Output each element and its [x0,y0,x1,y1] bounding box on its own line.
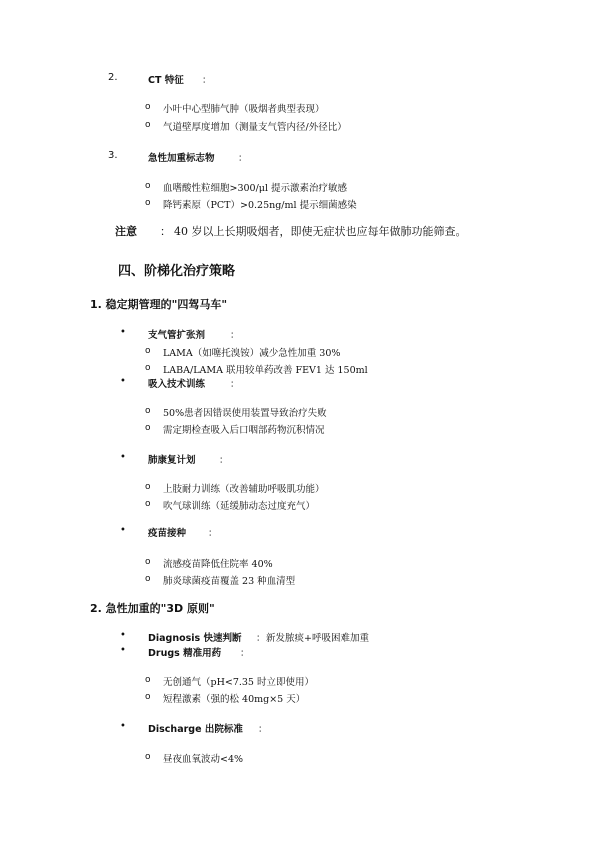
bullet-hollow-icon: o [145,499,151,509]
sub-heading: 1. 稳定期管理的"四驾马车" [90,298,228,311]
bullet-hollow-icon: o [145,181,151,191]
title-colon: ： [240,648,250,659]
bullet-hollow-icon: o [145,692,151,702]
sub-heading: 2. 急性加重的"3D 原则" [90,602,215,615]
list-number: 2. [108,72,118,83]
title-colon: ： [208,528,218,539]
bullet-hollow-icon: o [145,102,151,112]
group-title: Discharge 出院标准 [148,724,243,735]
bullet-hollow-icon: o [145,675,151,685]
bullet-hollow-icon: o [145,346,151,356]
bullet-solid-icon: • [120,525,126,536]
title-colon: ： [256,633,266,644]
list-item: 50%患者因错误使用装置导致治疗失败 [163,408,327,419]
group-title: 吸入技术训练 [148,379,206,390]
bullet-hollow-icon: o [145,120,151,130]
bullet-hollow-icon: o [145,482,151,492]
group-title: 肺康复计划 [148,455,196,466]
bullet-hollow-icon: o [145,406,151,416]
list-item: 吹气球训练（延缓肺动态过度充气） [163,501,316,512]
list-item: 气道壁厚度增加（测量支气管内径/外径比） [163,122,347,133]
note-label: 注意 [115,225,137,238]
title-colon: ： [202,75,212,86]
bullet-hollow-icon: o [145,423,151,433]
list-item: LABA/LAMA 联用较单药改善 FEV1 达 150ml [163,365,368,376]
list-item: 上肢耐力训练（改善辅助呼吸肌功能） [163,484,325,495]
list-item: 肺炎球菌疫苗覆盖 23 种血清型 [163,576,296,587]
title-colon: ： [258,724,268,735]
title-colon: ： [230,330,240,341]
list-item: 血嗜酸性粒细胞>300/μl 提示激素治疗敏感 [163,183,348,194]
group-title: 支气管扩张剂 [148,330,206,341]
group-title: 疫苗接种 [148,528,187,539]
diagnosis-text: 新发脓痰+呼吸困难加重 [266,633,369,644]
note-colon: ： [160,225,171,238]
list-item: 昼夜血氧波动<4% [163,754,244,765]
bullet-solid-icon: • [120,452,126,463]
bullet-solid-icon: • [120,630,126,641]
bullet-hollow-icon: o [145,198,151,208]
title-colon: ： [238,153,248,164]
bullet-solid-icon: • [120,721,126,732]
list-item: 短程激素（强的松 40mg×5 天） [163,694,306,705]
bullet-solid-icon: • [120,645,126,656]
bullet-hollow-icon: o [145,752,151,762]
title-colon: ： [230,379,240,390]
note-text: 40 岁以上长期吸烟者，即使无症状也应每年做肺功能筛查。 [174,225,467,238]
bullet-hollow-icon: o [145,557,151,567]
subsection-title: CT 特征 [148,75,184,86]
list-item: 小叶中心型肺气肿（吸烟者典型表现） [163,104,325,115]
section-heading: 四、阶梯化治疗策略 [118,264,236,279]
bullet-hollow-icon: o [145,363,151,373]
group-title: Diagnosis 快速判断 [148,633,242,644]
list-item: 需定期检查吸入后口咽部药物沉积情况 [163,425,325,436]
list-item: 流感疫苗降低住院率 40% [163,559,273,570]
bullet-solid-icon: • [120,327,126,338]
group-title: Drugs 精准用药 [148,648,222,659]
list-item: LAMA（如噻托溴铵）减少急性加重 30% [163,348,341,359]
list-item: 降钙素原（PCT）>0.25ng/ml 提示细菌感染 [163,200,357,211]
bullet-hollow-icon: o [145,574,151,584]
subsection-title: 急性加重标志物 [148,153,215,164]
title-colon: ： [219,455,229,466]
bullet-solid-icon: • [120,376,126,387]
list-number: 3. [108,150,118,161]
list-item: 无创通气（pH<7.35 时立即使用） [163,677,314,688]
